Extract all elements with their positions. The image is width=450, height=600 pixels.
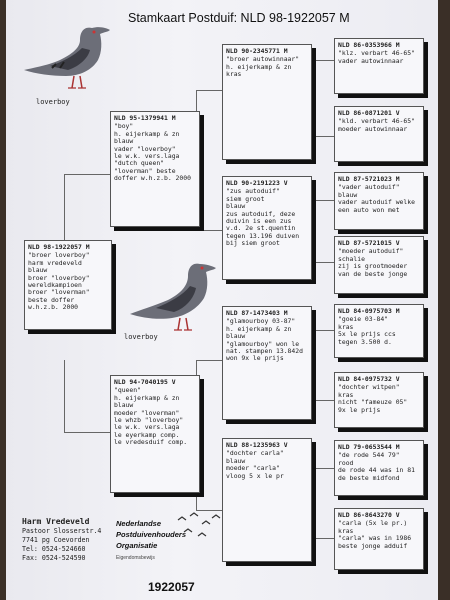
pigeon-flock-icon	[172, 510, 224, 544]
great-grandparent-box-4: NLD 87-5721015 V "moeder autoduif" schalie zij is grootmoeder van de beste jonge	[334, 236, 424, 294]
ring-number: NLD 88-1235963 V	[226, 441, 288, 449]
owner-info: Harm Vredeveld Pastoor Slosserstr.4 7741 pg Coevorden Tel: 0524-524660 Fax: 0524-524590	[22, 517, 102, 562]
ring-number: NLD 94-7040195 V	[114, 378, 176, 386]
connector	[312, 330, 313, 400]
ring-number: NLD 87-5721015 V	[338, 239, 400, 247]
subject-pigeon-box: NLD 98-1922057 M "broer loverboy" harm vredeveld blauw broer "loverboy" wereldkampioen broer "loverman" beste doffer w.h.z.b. 2000	[24, 240, 112, 330]
connector	[312, 200, 334, 201]
grandfather-paternal-box: NLD 90-2345771 M "broer autowinnaar" h. eijerkamp & zn kras	[222, 44, 312, 160]
great-grandparent-box-3: NLD 87-5721023 M "vader autoduif" blauw vader autoduif welke een auto won met	[334, 172, 424, 230]
connector	[312, 468, 313, 538]
connector	[196, 90, 224, 91]
owner-name: Harm Vredeveld	[22, 517, 90, 526]
footer-ring-number: 1922057	[148, 580, 195, 594]
ring-number: NLD 87-5721023 M	[338, 175, 400, 183]
great-grandparent-box-7: NLD 79-0653544 M "de rode 544 79" rood de rode 44 was in 81 de beste midfond	[334, 440, 424, 496]
ring-number: NLD 84-0975732 V	[338, 375, 400, 383]
npo-logo: Nederlandse Postduivenhouders Organisatie Eigendomsbewijs	[116, 519, 187, 561]
ring-number: NLD 86-8643270 V	[338, 511, 400, 519]
ring-number: NLD 84-0975703 M	[338, 307, 400, 315]
loverboy-label-middle: loverboy	[124, 333, 158, 341]
great-grandparent-box-8: NLD 86-8643270 V "carla (5x le pr.) kras "carla" was in 1986 beste jonge adduif	[334, 508, 424, 570]
connector	[312, 468, 334, 469]
ring-number: NLD 86-0871201 V	[338, 109, 400, 117]
great-grandparent-box-6: NLD 84-0975732 V "dochter witpen" kras nicht "fameuze 05" 9x le prijs	[334, 372, 424, 428]
pigeon-illustration-top	[22, 18, 114, 98]
ring-number: NLD 95-1379941 M	[114, 114, 176, 122]
ring-number: NLD 79-0653544 M	[338, 443, 400, 451]
great-grandparent-box-5: NLD 84-0975703 M "goeie 03-84" kras 5x le prijs ccs tegen 3.500 d.	[334, 304, 424, 358]
connector	[64, 432, 112, 433]
connector	[312, 400, 334, 401]
page-title: Stamkaart Postduif: NLD 98-1922057 M	[128, 11, 350, 25]
connector	[64, 174, 65, 242]
grandmother-paternal-box: NLD 90-2191223 V "zus autoduif" siem groot blauw zus autoduif, deze duivin is een zus v.d. 2e st.quentin tegen 13.196 duiven bij siem groot	[222, 176, 312, 280]
ring-number: NLD 86-0353966 M	[338, 41, 400, 49]
great-grandparent-box-2: NLD 86-0871201 V "kld. verbart 46-65" moeder autowinnaar	[334, 106, 424, 162]
pigeon-illustration-middle	[126, 258, 218, 338]
ring-number: NLD 98-1922057 M	[28, 243, 90, 251]
great-grandparent-box-1: NLD 86-0353966 M "klz. verbart 46-65" vader autowinnaar	[334, 38, 424, 94]
ring-number: NLD 87-1473403 M	[226, 309, 288, 317]
connector	[196, 360, 224, 361]
ring-number: NLD 90-2191223 V	[226, 179, 288, 187]
grandfather-maternal-box: NLD 87-1473403 M "glamourboy 03-87" h. eijerkamp & zn blauw "glamourboy" won le nat. stampen 13.842d won 9x le prijs	[222, 306, 312, 420]
mother-box: NLD 94-7040195 V "queen" h. eijerkamp & zn blauw moeder "loverman" le whzb "loverboy" le w.k. vers.laga le eyerkamp comp. le vredesduif comp.	[110, 375, 200, 493]
connector	[196, 230, 224, 231]
connector	[312, 330, 334, 331]
connector	[64, 360, 65, 432]
connector	[312, 262, 334, 263]
connector	[312, 60, 313, 136]
grandmother-maternal-box: NLD 88-1235963 V "dochter carla" blauw moeder "carla" vloog 5 x le pr	[222, 438, 312, 562]
connector	[64, 174, 112, 175]
connector	[312, 136, 334, 137]
ring-number: NLD 90-2345771 M	[226, 47, 288, 55]
connector	[312, 200, 313, 262]
loverboy-label-top: loverboy	[36, 98, 70, 106]
pedigree-card	[6, 0, 438, 600]
connector	[312, 538, 334, 539]
connector	[312, 60, 334, 61]
father-box: NLD 95-1379941 M "boy" h. eijerkamp & zn blauw vader "loverboy" le w.k. vers.laga "dutch queen" "loverman" beste doffer w.h.z.b. 2000	[110, 111, 200, 227]
